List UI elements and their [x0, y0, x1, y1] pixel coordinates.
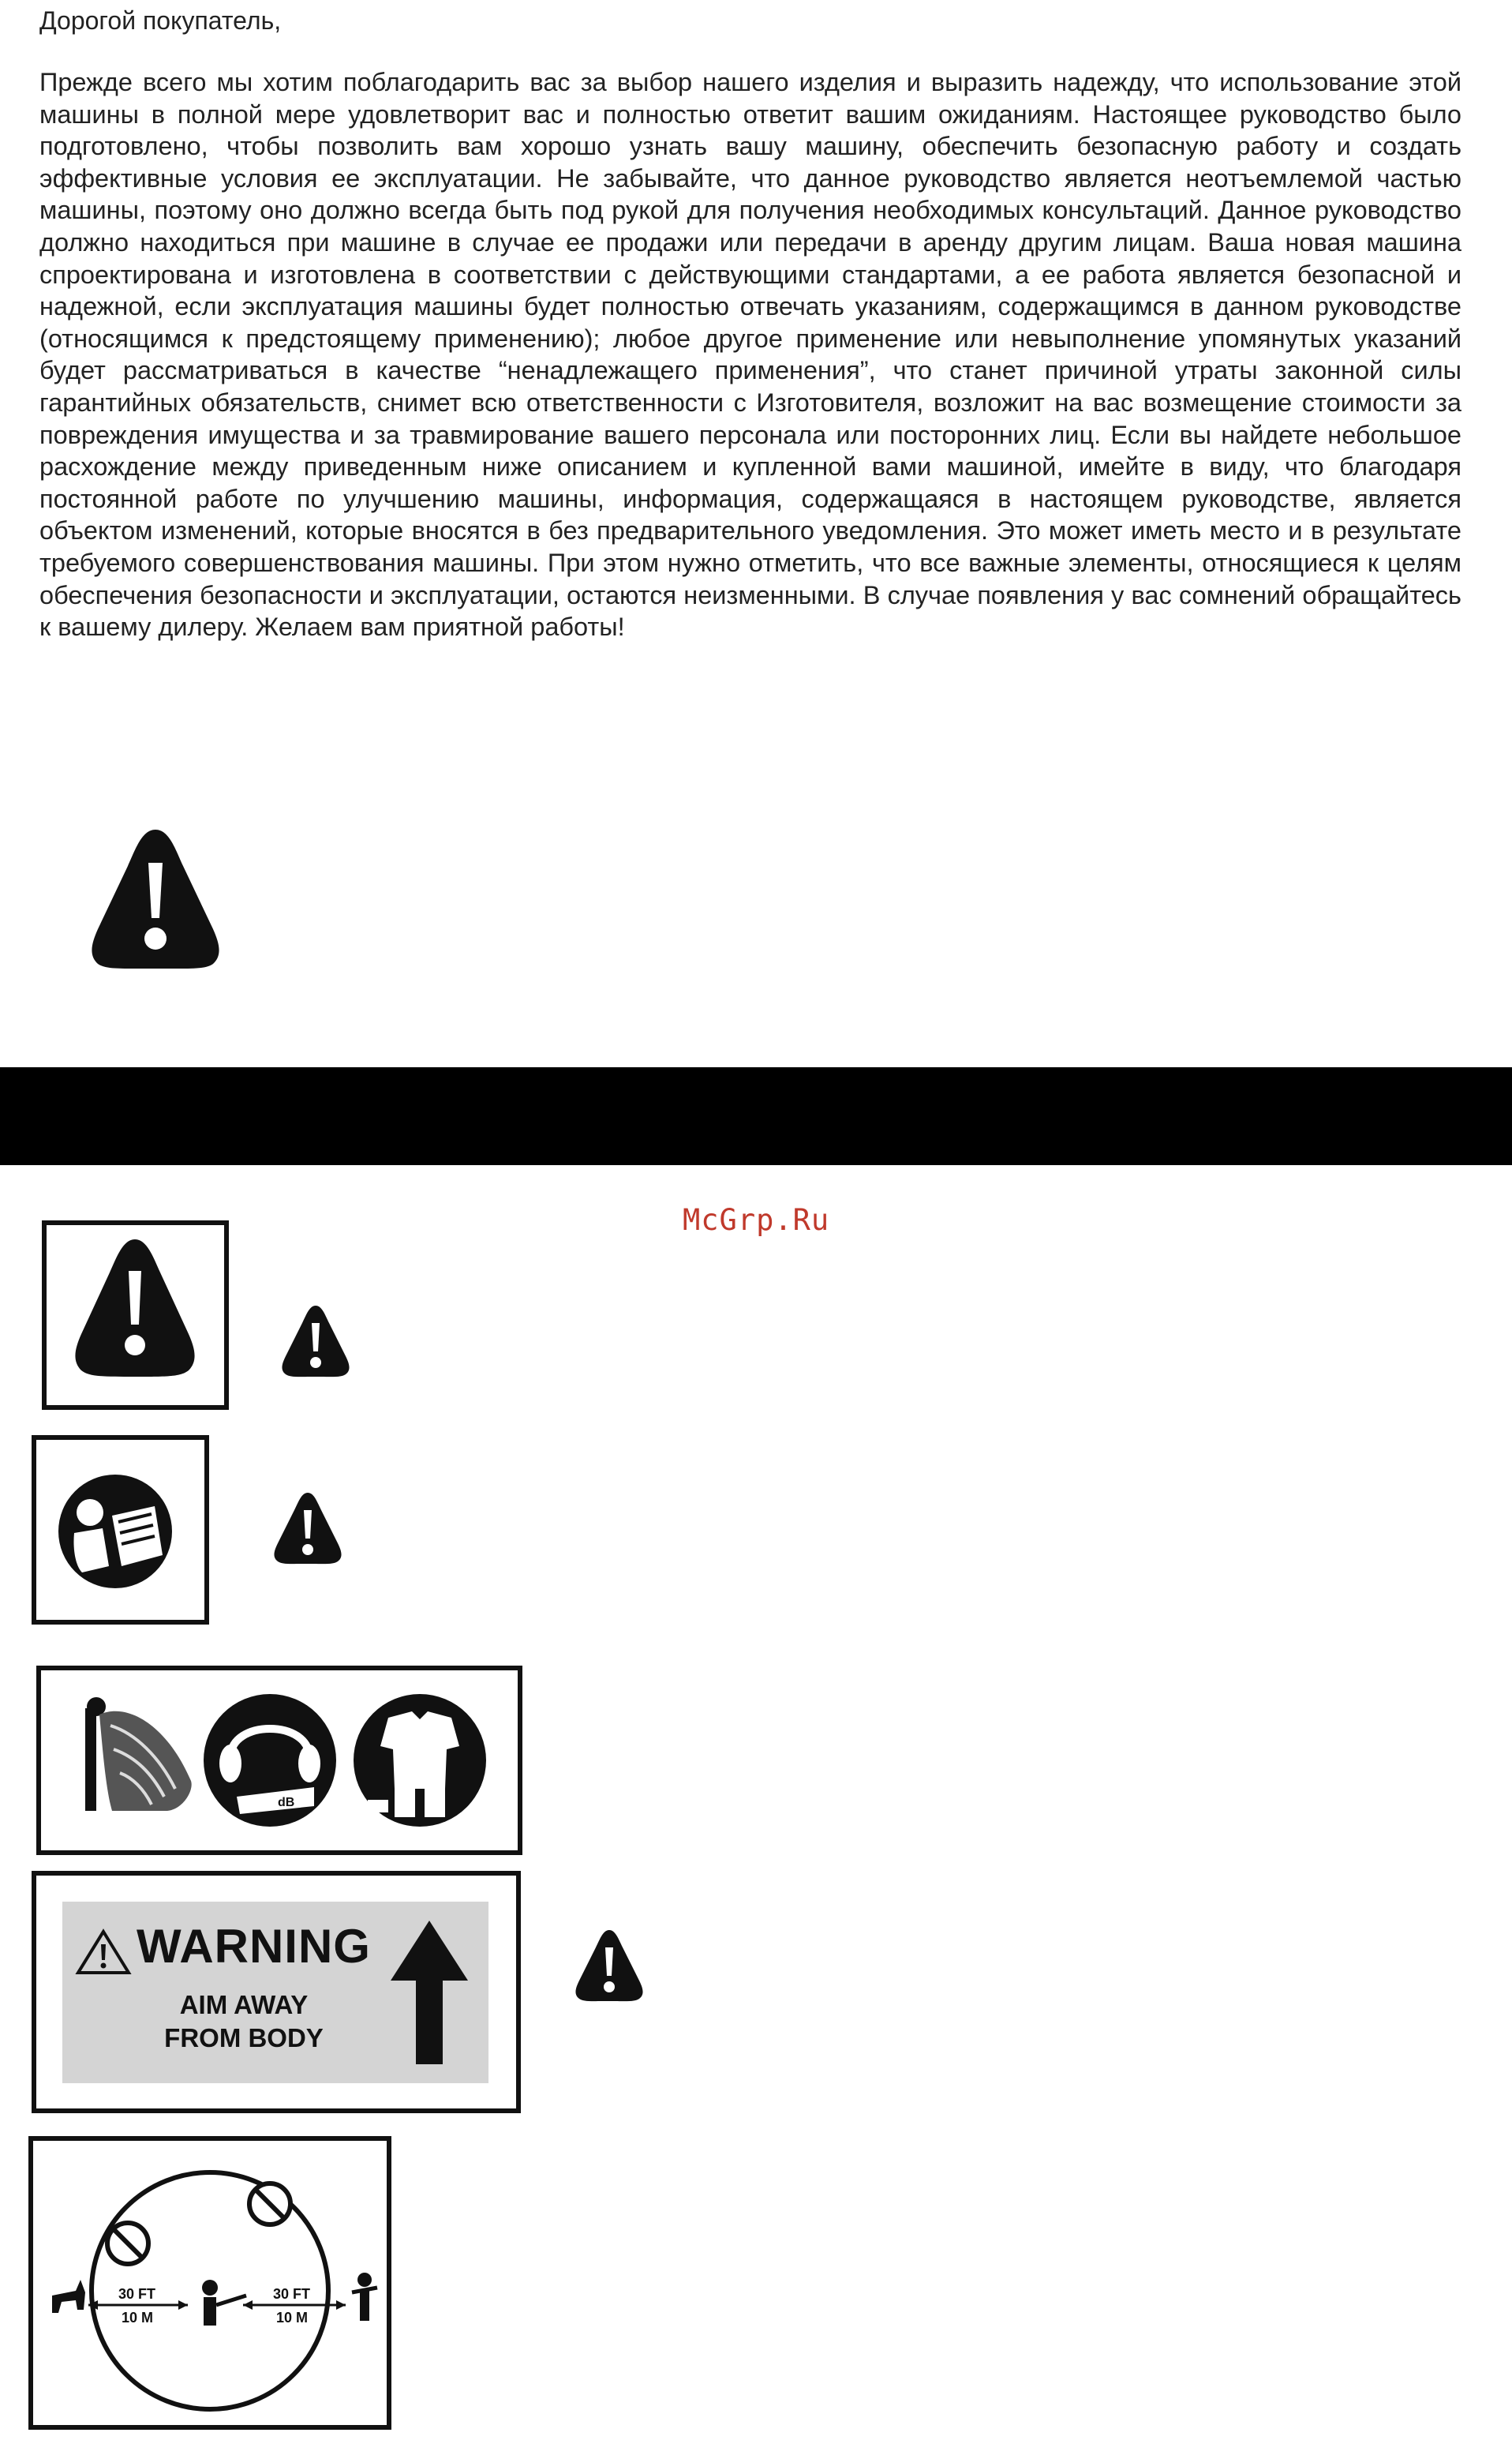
warning-decal: [62, 1902, 488, 2083]
decal-subtitle-line2: FROM BODY: [164, 2023, 324, 2052]
safe-distance-icon: [33, 2141, 387, 2425]
decal-subtitle: [125, 1988, 362, 2055]
earmuff-label: dB: [278, 1796, 295, 1809]
protective-clothing-icon: [354, 1694, 486, 1827]
safety-symbol-box-warning: [42, 1220, 229, 1410]
decal-warning-triangle-icon: [75, 1928, 132, 1976]
safety-symbol-box-read-manual: [32, 1435, 209, 1625]
read-manual-icon: [36, 1440, 204, 1620]
hearing-protection-icon: [204, 1694, 336, 1827]
watermark-text: McGrp.Ru: [683, 1203, 830, 1237]
section-divider-band: [0, 1067, 1512, 1165]
right-distance-ft: 30 FT: [273, 2286, 311, 2302]
right-distance-m: 10 M: [276, 2310, 309, 2326]
safety-symbol-box-safe-distance: [28, 2136, 391, 2430]
warning-triangle-icon: [87, 825, 225, 971]
safety-symbol-box-aim-away: [32, 1871, 521, 2113]
small-warning-icon: [570, 1927, 649, 2003]
decal-title: WARNING: [137, 1920, 371, 1973]
left-distance-m: 10 M: [122, 2310, 154, 2326]
intro-paragraph: Прежде всего мы хотим поблагодарить вас за выбор нашего изделия и выразить надежду, что использование этой машины в полной мере удовлетворит вас и полностью ответит вашим ожиданиям. Настоящее руководство было подготовлено, чтобы позволить вам хорошо узнать вашу машину, обеспечить безопасную работу и создать эффективные условия ее эксплуатации. Не забывайте, что данное руководство является неотъемлемой частью машины, поэтому оно должно всегда быть под рукой для получения необходимых консультаций. Данное руководство должно находиться при машине в случае ее продажи или передачи в аренду другим лицам. Ваша новая машина спроектирована и изготовлена в соответствии с действующими стандартами, а ее работа является безопасной и надежной, если эксплуатация машины будет полностью отвечать указаниям, содержащимся в данном руководстве (относящимся к предстоящему применению); любое другое применение или невыполнение упомянутых указаний будет рассматриваться в качестве “ненадлежащего применения”, что станет причиной утраты законной силы гарантийных обязательств, снимет всю ответственности с Изготовителя, возложит на вас возмещение стоимости за повреждения имущества и за травмирование вашего персонала или посторонних лиц. Если вы найдете небольшое расхождение между приведенным ниже описанием и купленной вами машиной, имейте в виду, что благодаря постоянной работе по улучшению машины, информация, содержащаяся в настоящем руководстве, является объектом изменений, которые вносятся в без предварительного уведомления. Это может иметь место и в результате требуемого совершенствования машины. При этом нужно отметить, что все важные элементы, относящиеся к целям обеспечения безопасности и эксплуатации, остаются неизменными. В случае появления у вас сомнений обращайтесь к вашему дилеру. Желаем вам приятной работы!: [39, 68, 1461, 642]
greeting-text: Дорогой покупатель,: [39, 6, 282, 35]
small-warning-icon: [276, 1302, 355, 1378]
safety-symbol-box-protective-equipment: [36, 1666, 522, 1855]
left-distance-ft: 30 FT: [118, 2286, 156, 2302]
aim-away-arrow-icon: [386, 1917, 473, 2067]
decal-subtitle-line1: AIM AWAY: [179, 1990, 309, 2019]
warning-triangle-icon: [47, 1225, 224, 1405]
eye-protection-icon: [85, 1697, 192, 1811]
small-warning-icon: [268, 1490, 347, 1565]
